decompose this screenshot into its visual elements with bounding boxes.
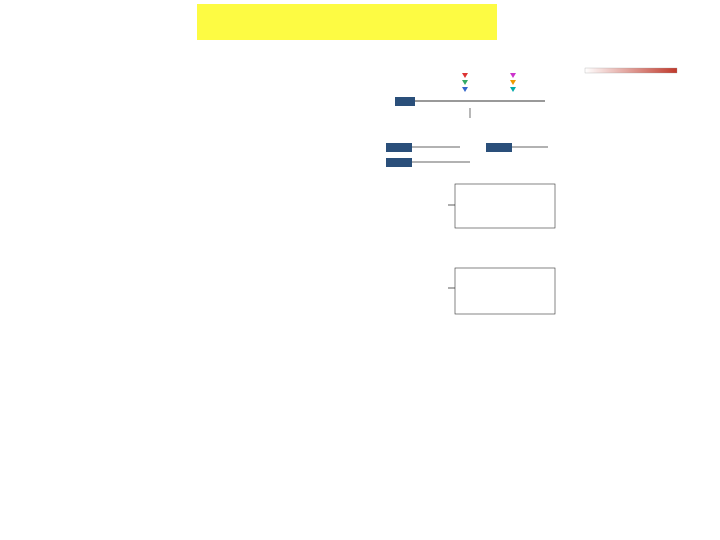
heatmap bbox=[622, 78, 678, 438]
bar-chart bbox=[382, 340, 582, 432]
paper-authors bbox=[14, 136, 374, 143]
